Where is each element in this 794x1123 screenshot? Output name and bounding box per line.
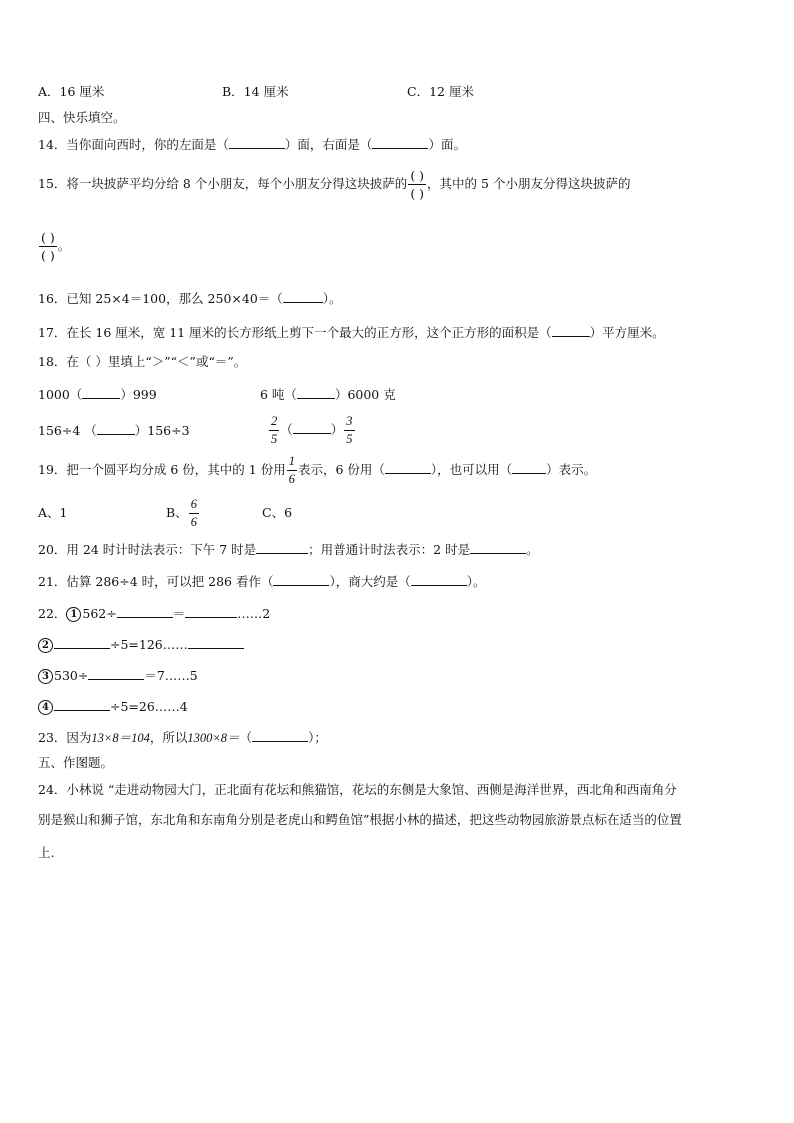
question-21 (38, 573, 485, 590)
q21-text-c: ）。 (466, 574, 486, 589)
q19-text-c: ），也可以用（ (430, 462, 513, 477)
question-24-line-3: 上. (38, 845, 55, 860)
q19-blank-2[interactable] (512, 461, 546, 474)
q19-opt-b-label: B、 (166, 505, 188, 520)
q19-option-a: A、1 (38, 505, 68, 520)
q22-r1b: ＝ (172, 606, 186, 621)
option-a: A．16 厘米 (38, 84, 105, 99)
q18-f1-den: 5 (271, 432, 278, 446)
q19-text-a: 19．把一个圆平均分成 6 份，其中的 1 份用 (38, 462, 286, 477)
question-22-row-1 (38, 605, 270, 622)
q18-fraction-2 (344, 414, 354, 447)
q19-opt-b-fraction (189, 497, 199, 530)
fraction-bar (287, 470, 297, 471)
q23-text-d: ）； (308, 730, 327, 745)
q21-blank-1[interactable] (273, 573, 329, 586)
q23-text-b: ，所以 (149, 730, 188, 745)
question-22-row-3 (38, 667, 198, 684)
section-heading-5: 五、作图题。 (38, 755, 114, 770)
question-18: 18．在（ ）里填上“＞”“＜”或“＝”。 (38, 354, 247, 369)
q23-text-c: （ (239, 730, 253, 745)
q17-blank[interactable] (552, 324, 590, 337)
q17-text-b: ）平方厘米。 (589, 325, 665, 340)
q20-text-c: 。 (526, 542, 539, 557)
circled-number-4: 4 (38, 700, 53, 715)
question-19 (38, 452, 596, 488)
q15-frac2-num: ( ) (41, 230, 55, 245)
q18-r2a-left: 156÷4 （ (38, 423, 97, 438)
q21-text-a: 21．估算 286÷4 时，可以把 286 看作（ (38, 574, 274, 589)
q16-text-b: ）。 (322, 291, 342, 306)
q15-fraction-blank-2[interactable] (39, 230, 57, 263)
question-15-cont (38, 228, 70, 264)
q20-text-a: 20．用 24 时计时法表示：下午 7 时是 (38, 542, 257, 557)
q21-blank-2[interactable] (411, 573, 467, 586)
q15-frac-den: ( ) (410, 186, 425, 201)
q23-blank[interactable] (252, 729, 308, 742)
question-20 (38, 541, 539, 558)
q18-r1b-left: 6 吨（ (260, 387, 297, 402)
q19-f-num: 1 (288, 454, 295, 468)
q14-text-c: ）面。 (428, 137, 466, 152)
q17-text-a: 17．在长 16 厘米，宽 11 厘米的长方形纸上剪下一个最大的正方形，这个正方形的面积是（ (38, 325, 552, 340)
q22-r4a: ÷5=26……4 (110, 699, 188, 714)
q18-row1-right (260, 386, 396, 403)
q14-text-a: 14．当你面向西时，你的左面是（ (38, 137, 229, 152)
q22-r2a: ÷5=126…… (110, 637, 188, 652)
question-23 (38, 729, 327, 746)
q18-r1a-right: ）999 (120, 387, 157, 402)
q20-blank-1[interactable] (256, 541, 308, 554)
q20-text-b: ；用普通计时法表示：2 时是 (308, 542, 471, 557)
q15-text-a: 15．将一块披萨平均分给 8 个小朋友，每个小朋友分得这块披萨的 (38, 176, 408, 191)
q22-blank-4[interactable] (188, 636, 244, 649)
q18-r2b-mid-right: ） (330, 422, 344, 437)
q18-row2-left (38, 422, 190, 439)
q15-fraction-blank[interactable] (408, 168, 426, 201)
q14-text-b: ）面，右面是（ (284, 137, 373, 152)
q22-label: 22． (38, 606, 67, 621)
q15-frac2-den: ( ) (41, 248, 55, 263)
q19-text-b: 表示，6 份用（ (297, 462, 385, 477)
q20-blank-2[interactable] (470, 541, 526, 554)
q18-r1b-right: ）6000 克 (334, 387, 396, 402)
option-c: C．12 厘米 (407, 84, 474, 99)
circled-number-1: 1 (66, 607, 81, 622)
q18-r2b-mid-left: （ (280, 422, 293, 437)
q22-r3a: 530÷ (54, 668, 89, 683)
q23-expr-2: 1300×8＝ (187, 731, 240, 745)
q16-text-a: 16．已知 25×4＝100，那么 250×40＝（ (38, 291, 283, 306)
question-22-row-2 (38, 636, 244, 653)
question-17 (38, 324, 665, 341)
circled-number-3: 3 (38, 669, 53, 684)
q19-text-d: ）表示。 (546, 462, 597, 477)
q18-f1-num: 2 (271, 414, 278, 428)
q19-opt-b-den: 6 (190, 515, 197, 529)
q22-r1c: ……2 (237, 606, 271, 621)
question-14 (38, 136, 466, 153)
q19-f-den: 6 (288, 472, 295, 486)
q19-blank-1[interactable] (385, 461, 431, 474)
q22-blank-2[interactable] (185, 605, 237, 618)
q19-fraction (287, 454, 297, 487)
question-24-line-1: 24．小林说 “走进动物园大门，正北面有花坛和熊猫馆，花坛的东侧是大象馆、西侧是海洋世界，西北角和西南角分 (38, 782, 677, 797)
option-b: B．14 厘米 (222, 84, 289, 99)
q18-blank-2[interactable] (297, 386, 335, 399)
fraction-bar (39, 246, 57, 247)
question-24-line-2: 别是猴山和狮子馆，东北角和东南角分别是老虎山和鳄鱼馆”根据小林的描述，把这些动物园旅游景点标在适当的位置 (38, 812, 682, 827)
section-heading-4: 四、快乐填空。 (38, 110, 126, 125)
q15-end: 。 (57, 238, 71, 253)
fraction-bar (269, 430, 279, 431)
q19-option-c: C、6 (262, 505, 293, 520)
q22-r1a: 562÷ (82, 606, 117, 621)
q18-blank-3[interactable] (97, 422, 135, 435)
q18-row1-left (38, 386, 157, 403)
question-16 (38, 290, 342, 307)
q18-fraction-1 (269, 414, 279, 447)
q19-opt-b-num: 6 (190, 497, 197, 511)
q16-blank[interactable] (283, 290, 323, 303)
q18-f2-num: 3 (346, 414, 353, 428)
q22-blank-1[interactable] (117, 605, 173, 618)
question-15 (38, 166, 630, 202)
q14-blank-1[interactable] (229, 136, 285, 149)
q15-frac-num: ( ) (410, 168, 425, 183)
q15-text-b: ，其中的 5 个小朋友分得这块披萨的 (427, 176, 631, 191)
q21-text-b: ），商大约是（ (329, 574, 411, 589)
fraction-bar (408, 184, 426, 185)
q22-blank-6[interactable] (54, 698, 110, 711)
question-22-row-4 (38, 698, 188, 715)
q22-blank-3[interactable] (54, 636, 110, 649)
q23-expr-1: 13×8＝104 (91, 731, 150, 745)
fraction-bar (344, 430, 354, 431)
q18-r1a-left: 1000（ (38, 387, 83, 402)
q22-r3b: ＝7……5 (144, 668, 198, 683)
q19-option-b (166, 491, 200, 535)
circled-number-2: 2 (38, 638, 53, 653)
q18-blank-4[interactable] (293, 421, 331, 434)
q18-f2-den: 5 (346, 432, 353, 446)
q23-text-a: 23．因为 (38, 730, 92, 745)
q22-blank-5[interactable] (88, 667, 144, 680)
q18-row2-right (268, 408, 356, 452)
q14-blank-2[interactable] (372, 136, 428, 149)
q18-blank-1[interactable] (82, 386, 120, 399)
fraction-bar (189, 513, 199, 514)
q18-r2a-right: ）156÷3 (134, 423, 190, 438)
